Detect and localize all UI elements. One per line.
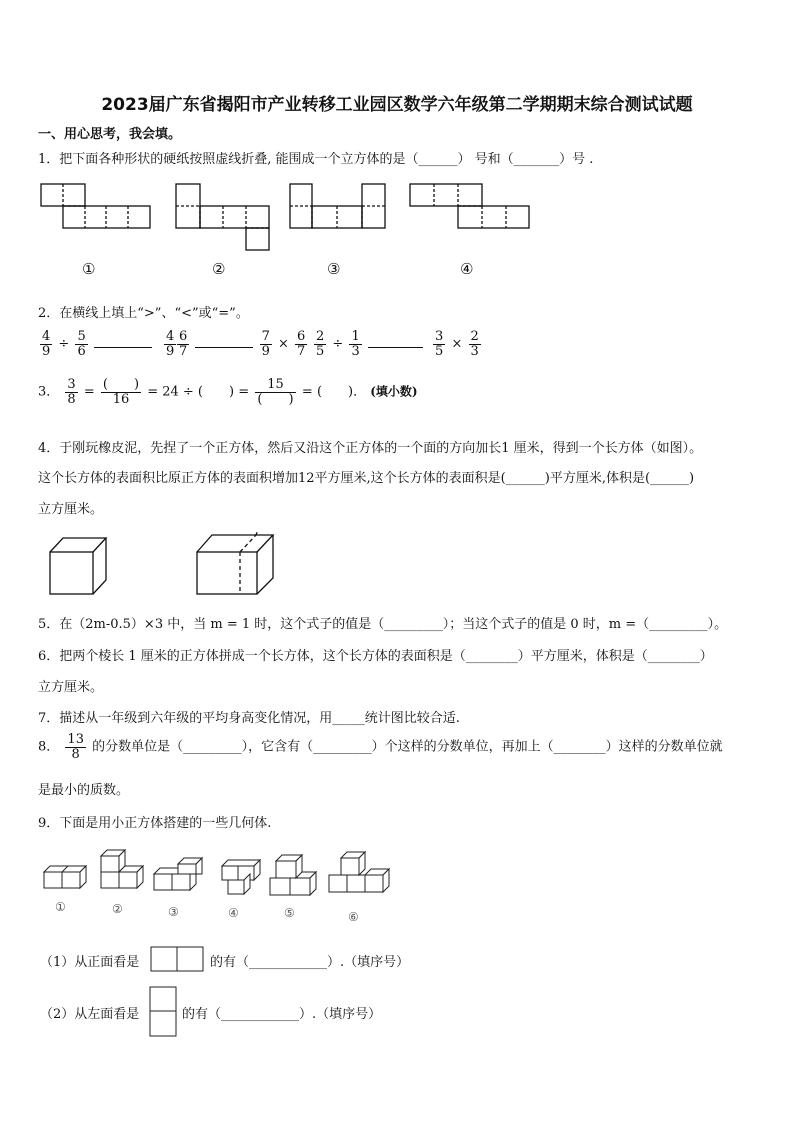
question-3: 3． $\frac{3}{8}$ = $\frac{( )}{16}$ = 24 ÷ ( ) = $\frac{15}{( )}$ = ( )． (填小数) xyxy=(38,377,418,407)
q9-sub-1-prefix: （1）从正面看是 xyxy=(40,955,140,970)
question-7: 7．描述从一年级到六年级的平均身高变化情况，用_____统计图比较合适. xyxy=(38,711,460,726)
solid-label-1: ① xyxy=(55,900,66,914)
solid-1 xyxy=(44,866,86,888)
solid-6 xyxy=(329,852,389,892)
solid-2 xyxy=(101,850,143,888)
solid-label-3: ③ xyxy=(168,905,179,919)
question-4-line-3: 立方厘米。 xyxy=(38,502,104,517)
net-label-4: ④ xyxy=(460,260,474,278)
net-label-2: ② xyxy=(212,260,226,278)
page-title: 2023届广东省揭阳市产业转移工业园区数学六年级第二学期期末综合测试试题 xyxy=(101,95,693,115)
question-1-text: 1．把下面各种形状的硬纸按照虚线折叠, 能围成一个立方体的是（______） 号和（_______）号 . xyxy=(38,152,594,167)
solid-4 xyxy=(222,860,260,894)
question-2-text: 2．在横线上填上“>”、“<”或“=”。 xyxy=(38,306,249,321)
q2-item-3: $\frac{2}{5}$ ÷ $\frac{1}{3}$ $\frac{3}{5}$ × $\frac{2}{3}$ xyxy=(316,329,479,359)
solid-label-4: ④ xyxy=(228,906,239,920)
question-8-line-2: 是最小的质数。 xyxy=(38,783,130,798)
q9-sub-2-suffix: 的有（____________）.（填序号） xyxy=(182,1007,382,1022)
question-6-line-1: 6．把两个棱长 1 厘米的正方体拼成一个长方体，这个长方体的表面积是（________）平方厘米，体积是（________） xyxy=(38,649,713,664)
net-label-3: ③ xyxy=(327,260,341,278)
q2-item-1: $\frac{4}{9}$ ÷ $\frac{5}{6}$ $\frac{4}{9}$ xyxy=(42,329,175,359)
q9-sub-2-prefix: （2）从左面看是 xyxy=(40,1007,140,1022)
front-view-figure xyxy=(150,946,206,972)
solid-3 xyxy=(154,858,202,890)
question-9-text: 9．下面是用小正方体搭建的一些几何体. xyxy=(38,816,272,831)
solid-label-6: ⑥ xyxy=(348,910,359,924)
solid-label-5: ⑤ xyxy=(284,906,295,920)
question-5: 5．在（2m-0.5）×3 中，当 m = 1 时，这个式子的值是（_________）；当这个式子的值是 0 时，m =（_________）。 xyxy=(38,617,728,632)
question-6-line-2: 立方厘米。 xyxy=(38,680,104,695)
solid-label-2: ② xyxy=(112,902,123,916)
question-8-line-1: 8． $\frac{13}{8}$ 的分数单位是（_________），它含有（_________）个这样的分数单位，再加上（________）这样的分数单位就 xyxy=(38,732,723,762)
net-label-1: ① xyxy=(82,260,96,278)
left-view-figure xyxy=(149,986,177,1038)
question-4-line-2: 这个长方体的表面积比原正方体的表面积增加12平方厘米,这个长方体的表面积是(______)平方厘米,体积是(______) xyxy=(38,471,695,486)
q9-sub-1-suffix: 的有（____________）.（填序号） xyxy=(210,955,410,970)
q2-item-2: $\frac{6}{7}$ $\frac{7}{9}$ × $\frac{6}{7}$ xyxy=(179,329,306,359)
question-4-line-1: 4．于刚玩橡皮泥，先捏了一个正方体，然后又沿这个正方体的一个面的方向加长1 厘米，得到一个长方体（如图）。 xyxy=(38,441,703,456)
solid-5 xyxy=(270,855,316,895)
section-heading: 一、用心思考，我会填。 xyxy=(38,127,182,142)
